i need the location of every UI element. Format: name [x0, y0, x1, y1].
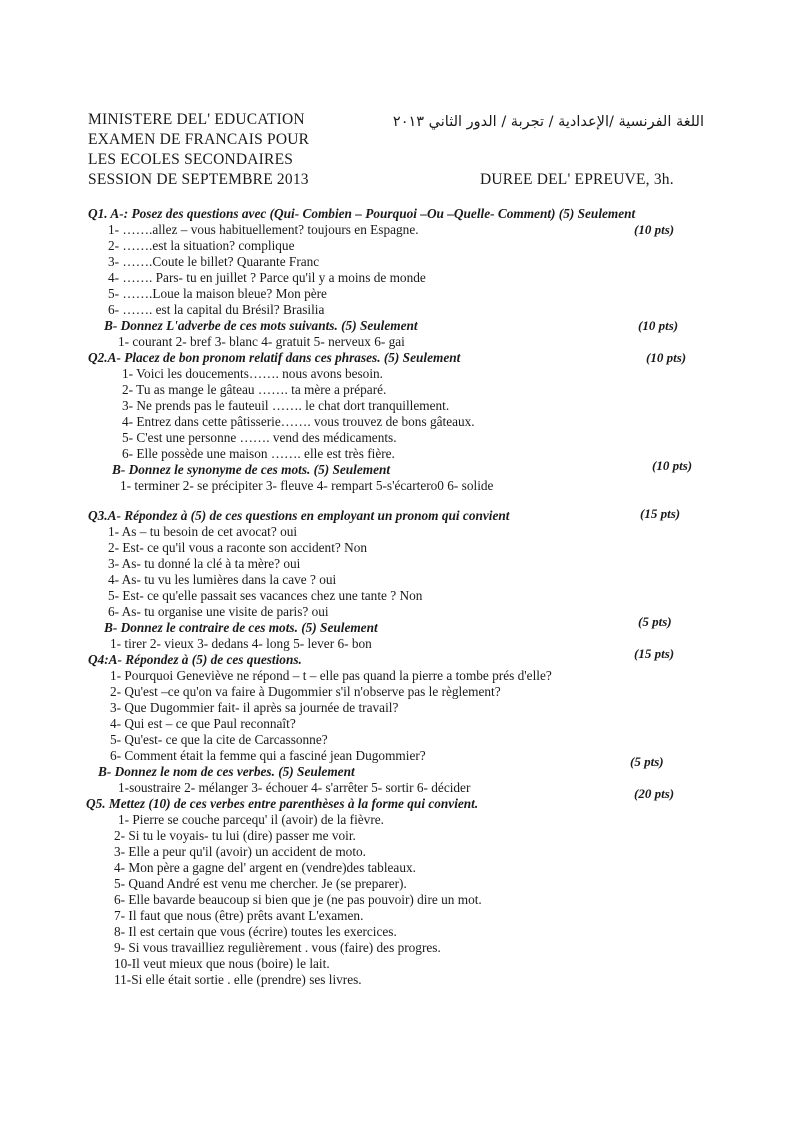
question-heading: Q1. A-: Posez des questions avec (Qui- Combien – Pourquoi –Ou –Quelle- Comment) (5) Seulement — [88, 206, 636, 221]
question-item: 4- ……. Pars- tu en juillet ? Parce qu'il y a moins de monde — [108, 270, 426, 285]
question-item: 6- Elle bavarde beaucoup si bien que je (ne pas pouvoir) dire un mot. — [114, 892, 482, 907]
points-label: (15 pts) — [634, 646, 675, 661]
question-item: 2- Qu'est –ce qu'on va faire à Dugommier s'il n'observe pas le règlement? — [110, 684, 501, 699]
question-item: 1- Voici les doucements……. nous avons besoin. — [122, 366, 383, 381]
question-heading: B- Donnez le nom de ces verbes. (5) Seulement — [98, 764, 355, 779]
points-label: (5 pts) — [638, 614, 672, 629]
question-heading: Q3.A- Répondez à (5) de ces questions en employant un pronom qui convient — [88, 508, 510, 523]
points-label: (15 pts) — [640, 506, 681, 521]
question-heading: B- Donnez L'adverbe de ces mots suivants. (5) Seulement — [104, 318, 418, 333]
question-item: 3- …….Coute le billet? Quarante Franc — [108, 254, 320, 269]
question-item: 11-Si elle était sortie . elle (prendre) ses livres. — [114, 972, 362, 987]
question-item: 5- Quand André est venu me chercher. Je (se preparer). — [114, 876, 407, 891]
question-item: 7- Il faut que nous (être) prêts avant L'examen. — [114, 908, 364, 923]
question-item: 8- Il est certain que vous (écrire) toutes les exercices. — [114, 924, 397, 939]
question-item: 2- …….est la situation? complique — [108, 238, 295, 253]
question-item: 6- ……. est la capital du Brésil? Brasilia — [108, 302, 325, 317]
question-item: 1- …….allez – vous habituellement? toujours en Espagne. — [108, 222, 419, 237]
question-heading: Q4:A- Répondez à (5) de ces questions. — [88, 652, 302, 667]
question-item: 1- courant 2- bref 3- blanc 4- gratuit 5- nerveux 6- gai — [118, 334, 405, 349]
points-label: (5 pts) — [630, 754, 664, 769]
question-item: 3- Ne prends pas le fauteuil ……. le chat dort tranquillement. — [122, 398, 450, 413]
question-item: 5- …….Loue la maison bleue? Mon père — [108, 286, 327, 301]
question-item: 1- terminer 2- se précipiter 3- fleuve 4- rempart 5-s'écartero0 6- solide — [120, 478, 494, 493]
header-line-ministry: MINISTERE DEL' EDUCATION — [88, 111, 305, 128]
question-item: 2- Tu as mange le gâteau ……. ta mère a préparé. — [122, 382, 387, 397]
header-arabic-title: اللغة الفرنسية /الإعدادية / تجربة / الدور الثاني ٢٠١٣ — [392, 114, 704, 130]
question-item: 10-Il veut mieux que nous (boire) le lait. — [114, 956, 330, 971]
question-item: 2- Est- ce qu'il vous a raconte son accident? Non — [108, 540, 368, 555]
question-heading: Q2.A- Placez de bon pronom relatif dans ces phrases. (5) Seulement — [88, 350, 461, 365]
exam-duration: DUREE DEL' EPREUVE, 3h. — [480, 171, 674, 188]
question-item: 2- Si tu le voyais- tu lui (dire) passer me voir. — [114, 828, 356, 843]
question-item: 6- As- tu organise une visite de paris? oui — [108, 604, 329, 619]
question-item: 5- Est- ce qu'elle passait ses vacances chez une tante ? Non — [108, 588, 423, 603]
question-item: 1- tirer 2- vieux 3- dedans 4- long 5- lever 6- bon — [110, 636, 372, 651]
points-label: (10 pts) — [646, 350, 687, 365]
question-item: 6- Elle possède une maison ……. elle est très fière. — [122, 446, 395, 461]
question-item: 1- As – tu besoin de cet avocat? oui — [108, 524, 298, 539]
question-heading: Q5. Mettez (10) de ces verbes entre parenthèses à la forme qui convient. — [86, 796, 479, 811]
question-item: 4- As- tu vu les lumières dans la cave ? oui — [108, 572, 337, 587]
points-label: (10 pts) — [638, 318, 679, 333]
header-line-schools: LES ECOLES SECONDAIRES — [88, 151, 294, 168]
header-line-session: SESSION DE SEPTEMBRE 2013 — [88, 171, 309, 188]
points-label: (10 pts) — [652, 458, 693, 473]
question-item: 1- Pierre se couche parcequ' il (avoir) de la fièvre. — [118, 812, 384, 827]
question-item: 9- Si vous travailliez regulièrement . vous (faire) des progres. — [114, 940, 441, 955]
question-item: 4- Entrez dans cette pâtisserie……. vous trouvez de bons gâteaux. — [122, 414, 475, 429]
question-item: 6- Comment était la femme qui a fasciné jean Dugommier? — [110, 748, 426, 763]
question-item: 3- Elle a peur qu'il (avoir) un accident de moto. — [114, 844, 366, 859]
question-item: 5- Qu'est- ce que la cite de Carcassonne? — [110, 732, 328, 747]
question-item: 4- Mon père a gagne del' argent en (vendre)des tableaux. — [114, 860, 416, 875]
points-label: (20 pts) — [634, 786, 675, 801]
question-item: 3- As- tu donné la clé à ta mère? oui — [108, 556, 301, 571]
header-line-exam: EXAMEN DE FRANCAIS POUR — [88, 131, 310, 148]
question-item: 4- Qui est – ce que Paul reconnaît? — [110, 716, 296, 731]
question-item: 1- Pourquoi Geneviève ne répond – t – elle pas quand la pierre a tombe prés d'elle? — [110, 668, 552, 683]
question-heading: B- Donnez le contraire de ces mots. (5) Seulement — [104, 620, 378, 635]
points-label: (10 pts) — [634, 222, 675, 237]
question-item: 5- C'est une personne ……. vend des médicaments. — [122, 430, 397, 445]
question-item: 3- Que Dugommier fait- il après sa journée de travail? — [110, 700, 399, 715]
question-item: 1-soustraire 2- mélanger 3- échouer 4- s'arrêter 5- sortir 6- décider — [118, 780, 471, 795]
question-heading: B- Donnez le synonyme de ces mots. (5) Seulement — [112, 462, 391, 477]
